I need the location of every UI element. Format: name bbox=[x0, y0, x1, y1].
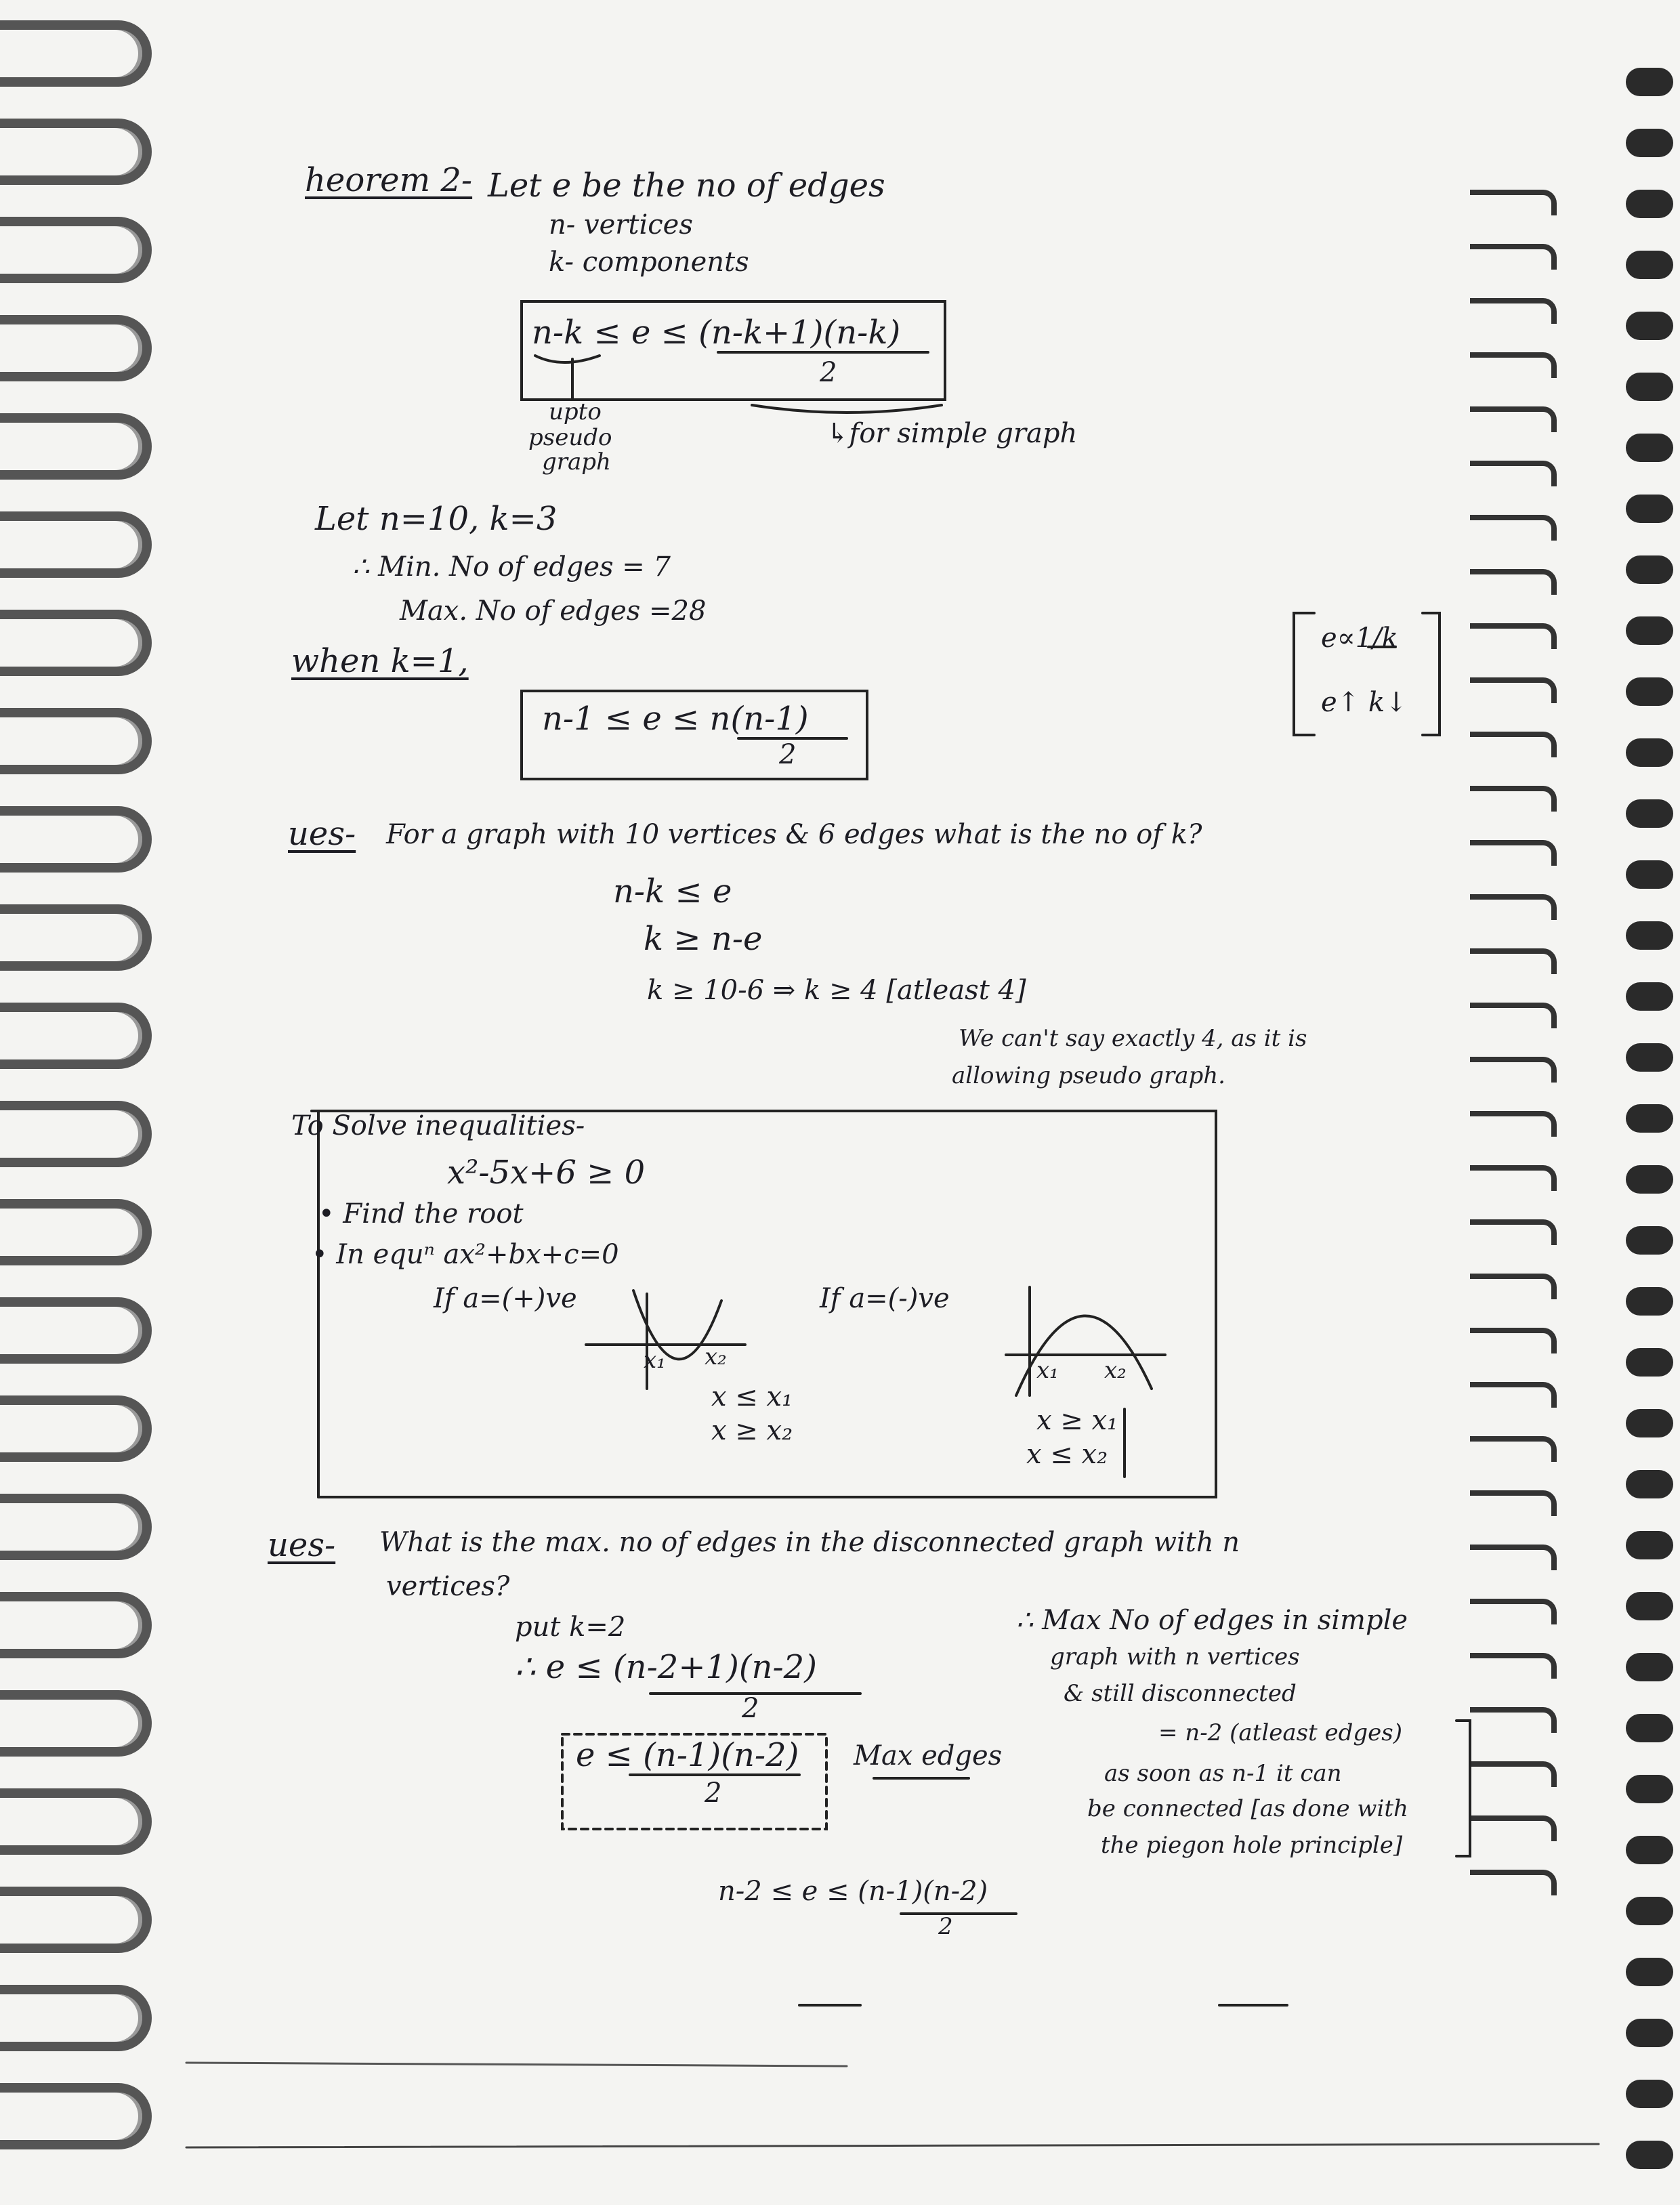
ineq-step1: • Find the root bbox=[318, 1198, 524, 1230]
q1-text: For a graph with 10 vertices & 6 edges what is the no of k? bbox=[386, 819, 1202, 850]
upto-label: upto bbox=[549, 398, 602, 425]
pseudo-label: pseudo bbox=[528, 424, 612, 451]
example-let: Let n=10, k=3 bbox=[315, 500, 558, 538]
main-inequality: n-k ≤ e ≤ (n-k+1)(n-k) bbox=[532, 314, 901, 352]
q2-step2-den: 2 bbox=[705, 1778, 722, 1809]
pos-root-x2: x₂ bbox=[705, 1343, 727, 1370]
side-note-1: e∝1/k bbox=[1321, 623, 1398, 654]
q1-step1: n-k ≤ e bbox=[613, 873, 732, 910]
theorem-line3: k- components bbox=[549, 247, 749, 278]
q2-note-6: be connected [as done with bbox=[1087, 1795, 1408, 1822]
q2-step2: e ≤ (n-1)(n-2) bbox=[576, 1736, 799, 1774]
if-positive: If a=(+)ve bbox=[434, 1283, 577, 1314]
simple-graph-label: ↳for simple graph bbox=[826, 418, 1078, 449]
q1-label: ues- bbox=[288, 815, 356, 853]
q2-label: ues- bbox=[268, 1526, 336, 1564]
q2-note-3: & still disconnected bbox=[1064, 1680, 1297, 1707]
neg-result-2: x ≤ x₂ bbox=[1026, 1439, 1108, 1470]
ineq-expr: x²-5x+6 ≥ 0 bbox=[447, 1154, 646, 1192]
when-k1: when k=1, bbox=[291, 642, 469, 680]
theorem-line2: n- vertices bbox=[549, 209, 693, 240]
q1-note1: We can't say exactly 4, as it is bbox=[959, 1025, 1307, 1052]
ineq-title: To Solve inequalities- bbox=[291, 1110, 585, 1141]
q2-text2: vertices? bbox=[386, 1571, 510, 1602]
k1-denominator: 2 bbox=[779, 739, 797, 770]
q2-step1: ∴ e ≤ (n-2+1)(n-2) bbox=[515, 1648, 817, 1686]
neg-result-1: x ≥ x₁ bbox=[1036, 1405, 1118, 1436]
pos-result-2: x ≥ x₂ bbox=[711, 1415, 793, 1446]
side-note-2: e↑ k↓ bbox=[1321, 687, 1408, 718]
q2-note-2: graph with n vertices bbox=[1050, 1643, 1300, 1671]
q2-final: n-2 ≤ e ≤ (n-1)(n-2) bbox=[718, 1876, 988, 1907]
max-edges: Max. No of edges =28 bbox=[400, 595, 707, 627]
neg-root-x2: x₂ bbox=[1104, 1357, 1127, 1384]
q1-note2: allowing pseudo graph. bbox=[952, 1062, 1225, 1089]
if-negative: If a=(-)ve bbox=[820, 1283, 950, 1314]
theorem-label: heorem 2- bbox=[305, 161, 473, 199]
q1-step2: k ≥ n-e bbox=[644, 920, 763, 958]
q2-final-den: 2 bbox=[938, 1913, 953, 1940]
graph-label: graph bbox=[542, 448, 611, 476]
theorem-line1: Let e be the no of edges bbox=[488, 167, 885, 205]
pos-root-x1: x₁ bbox=[644, 1347, 666, 1374]
k1-inequality: n-1 ≤ e ≤ n(n-1) bbox=[542, 700, 809, 738]
q2-note-1: ∴ Max No of edges in simple bbox=[1016, 1605, 1408, 1636]
min-edges: ∴ Min. No of edges = 7 bbox=[352, 551, 671, 583]
q2-note-7: the piegon hole principle] bbox=[1101, 1832, 1403, 1859]
q2-step1-den: 2 bbox=[742, 1693, 759, 1724]
main-denominator: 2 bbox=[820, 357, 837, 388]
q2-note-5: as soon as n-1 it can bbox=[1104, 1760, 1342, 1787]
q2-note-4: = n-2 (atleast edges) bbox=[1158, 1719, 1402, 1746]
q1-step3: k ≥ 10-6 ⇒ k ≥ 4 [atleast 4] bbox=[647, 975, 1026, 1006]
q2-put: put k=2 bbox=[515, 1612, 626, 1643]
q2-max-edges: Max edges bbox=[854, 1740, 1003, 1771]
q2-text: What is the max. no of edges in the disconnected graph with n bbox=[379, 1527, 1240, 1558]
ineq-step2: • In equⁿ ax²+bx+c=0 bbox=[312, 1239, 619, 1270]
neg-root-x1: x₁ bbox=[1036, 1357, 1059, 1384]
pos-result-1: x ≤ x₁ bbox=[711, 1381, 793, 1412]
